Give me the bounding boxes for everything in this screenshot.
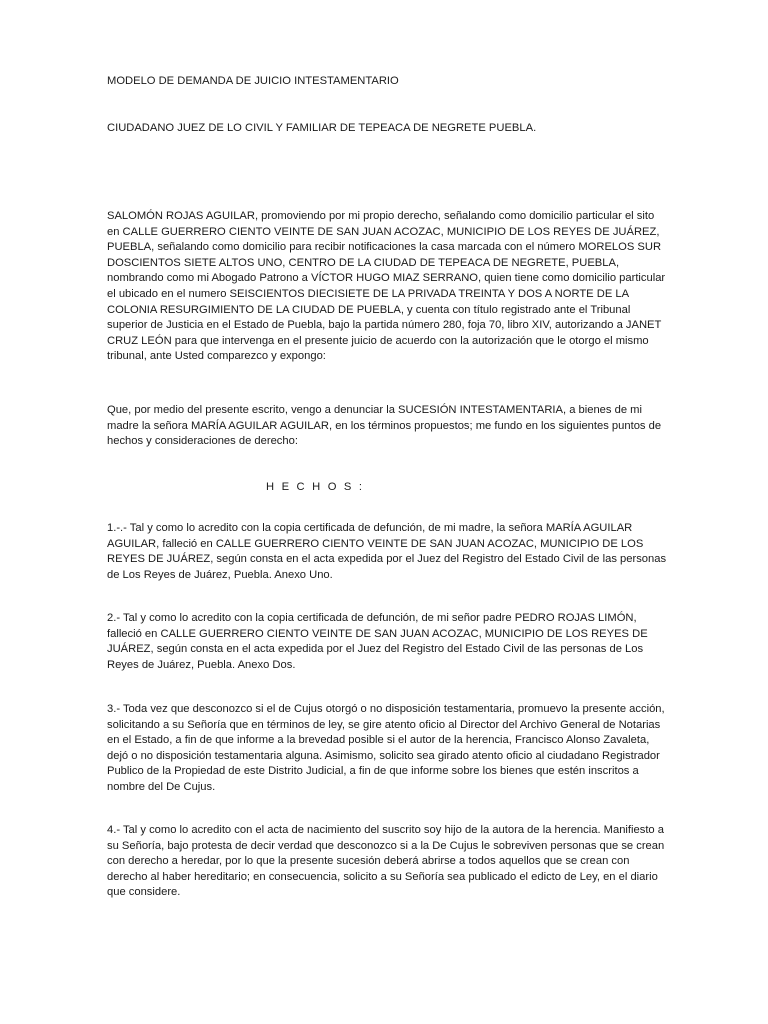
hechos-heading: HECHOS: — [266, 481, 370, 493]
document-title: MODELO DE DEMANDA DE JUICIO INTESTAMENTARIO — [107, 75, 399, 87]
hecho-1-paragraph: 1.-.- Tal y como lo acredito con la copia certificada de defunción, de mi madre, la señora MARÍA AGUILAR AGUILAR, falleció en CALLE GUERRERO CIENTO VEINTE DE SAN JUAN ACOZAC, MUNICIPIO DE LOS REYES DE JUÁREZ, según consta en el acta expedida por el Juez del Registro del Estado Civil de las personas de Los Reyes de Juárez, Puebla. Anexo Uno. — [107, 522, 667, 581]
intro-paragraph: SALOMÓN ROJAS AGUILAR, promoviendo por mi propio derecho, señalando como domicilio particular el sito en CALLE GUERRERO CIENTO VEINTE DE SAN JUAN ACOZAC, MUNICIPIO DE LOS REYES DE JUÁREZ, PUEBLA, señalando como domicilio para recibir notificaciones la casa marcada con el número MORELOS SUR DOSCIENTOS SIETE ALTOS UNO, CENTRO DE LA CIUDAD DE TEPEACA DE NEGRETE, PUEBLA, nombrando como mi Abogado Patrono a VÍCTOR HUGO MIAZ SERRANO, quien tiene como domicilio particular el ubicado en el numero SEISCIENTOS DIECISIETE DE LA PRIVADA TREINTA Y DOS A NORTE DE LA COLONIA RESURGIMIENTO DE LA CIUDAD DE PUEBLA, y cuenta con título registrado ante el Tribunal superior de Justicia en el Estado de Puebla, bajo la partida número 280, foja 70, libro XIV, autorizando a JANET CRUZ LEÓN para que intervenga en el presente juicio de acuerdo con la autorización que le otorgo el mismo tribunal, ante Usted comparezco y expongo: — [107, 210, 666, 363]
addressee-line: CIUDADANO JUEZ DE LO CIVIL Y FAMILIAR DE TEPEACA DE NEGRETE PUEBLA. — [107, 122, 537, 134]
hecho-2-paragraph: 2.- Tal y como lo acredito con la copia certificada de defunción, de mi señor padre PEDRO ROJAS LIMÓN, falleció en CALLE GUERRERO CIENTO VEINTE DE SAN JUAN ACOZAC, MUNICIPIO DE LOS REYES DE JUÁREZ, según consta en el acta expedida por el Juez del Registro del Estado Civil de las personas de Los Reyes de Juárez, Puebla. Anexo Dos. — [107, 612, 648, 671]
hecho-3-paragraph: 3.- Toda vez que desconozco si el de Cujus otorgó o no disposición testamentaria, promuevo la presente acción, solicitando a su Señoría que en términos de ley, se gire atento oficio al Director del Archivo General de Notarias en el Estado, a fin de que informe a la brevedad posible si el autor de la herencia, Francisco Alonso Zavaleta, dejó o no disposición testamentaria alguna. Asimismo, solicito sea girado atento oficio al ciudadano Registrador Publico de la Propiedad de este Distrito Judicial, a fin de que informe sobre los bienes que estén inscritos a nombre del De Cujus. — [107, 703, 665, 793]
petition-paragraph: Que, por medio del presente escrito, vengo a denunciar la SUCESIÓN INTESTAMENTARIA, a bienes de mi madre la señora MARÍA AGUILAR AGUILAR, en los términos propuestos; me fundo en los siguientes puntos de hechos y consideraciones de derecho: — [107, 404, 662, 448]
hecho-4-paragraph: 4.- Tal y como lo acredito con el acta de nacimiento del suscrito soy hijo de la autora de la herencia. Manifiesto a su Señoría, bajo protesta de decir verdad que desconozco si a la De Cujus le sobreviven personas que se crean con derecho a heredar, por lo que la presente sucesión deberá abrirse a todos aquellos que se crean con derecho al haber hereditario; en consecuencia, solicito a su Señoría sea publicado el edicto de Ley, en el diario que considere. — [107, 824, 665, 899]
